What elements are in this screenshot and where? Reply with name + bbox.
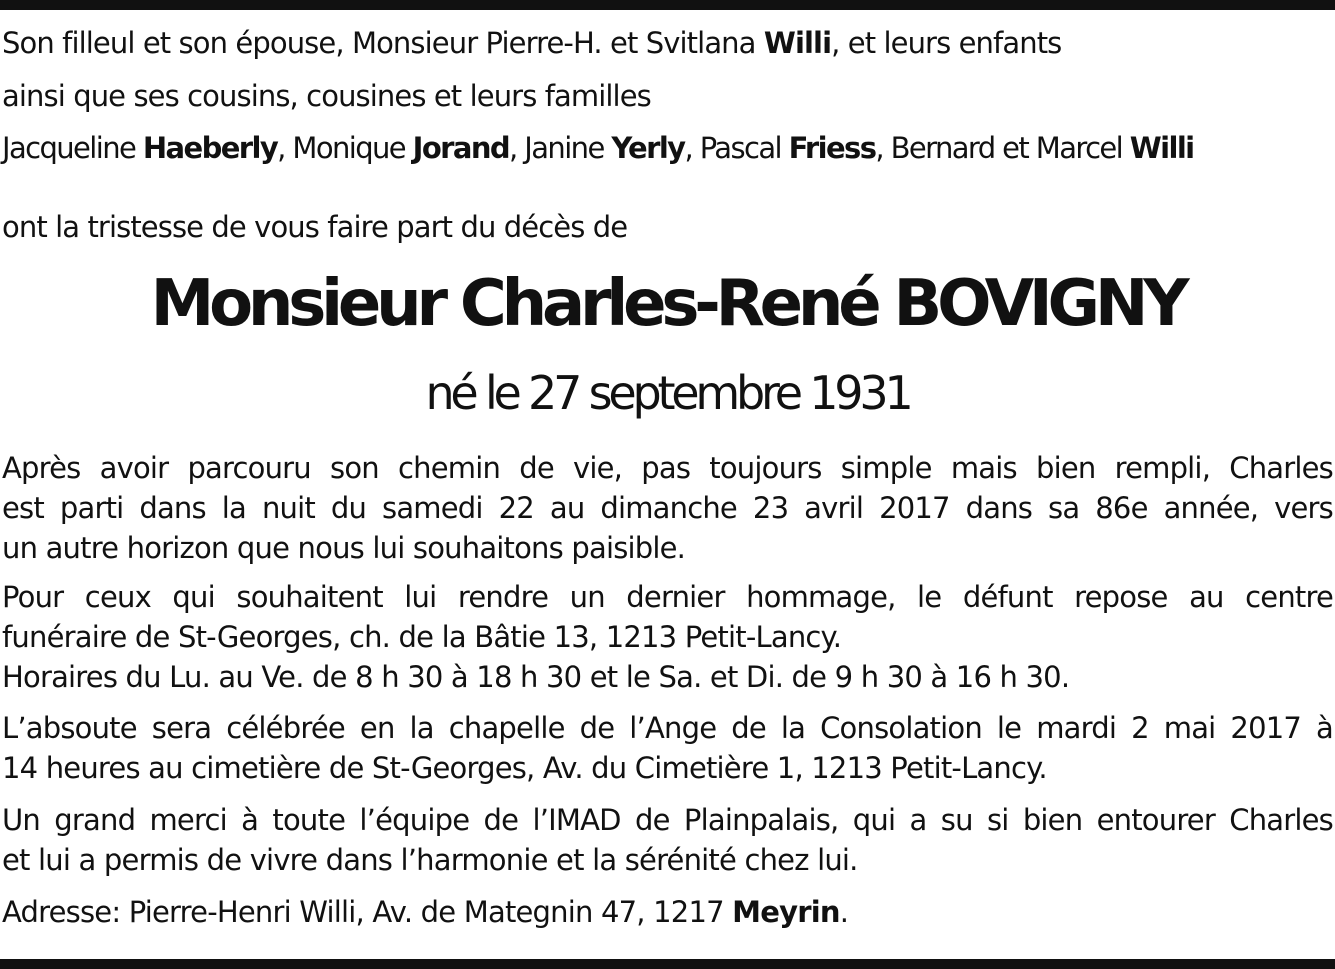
paragraph-thanks	[2, 800, 1333, 880]
cousin-surname: Friess	[788, 131, 876, 165]
name-separator: ,	[509, 131, 525, 165]
family-line-godson-suffix: , et leurs enfants	[831, 26, 1062, 60]
paragraph-line: un autre horizon que nous lui souhaitons paisible.	[2, 531, 686, 565]
cousin-surname: Willi	[1129, 131, 1194, 165]
family-line-godson	[2, 26, 1061, 60]
address-text: Adresse: Pierre-Henri Willi, Av. de Mategnin 47, 1217	[2, 895, 733, 929]
paragraph-line: Après avoir parcouru son chemin de vie, pas toujours simple mais bien rempli, Charles	[2, 451, 1333, 485]
cousin-given-name: Monique	[292, 131, 413, 165]
cousin-surname: Jorand	[412, 131, 510, 165]
family-surname-willi: Willi	[763, 26, 832, 60]
contact-address	[2, 892, 1333, 932]
cousin-surname: Yerly	[611, 131, 685, 165]
cousin-given-name: Bernard et Marcel	[890, 131, 1130, 165]
paragraph-viewing	[2, 577, 1333, 697]
paragraph-line: et lui a permis de vivre dans l’harmonie et la sérénité chez lui.	[2, 843, 858, 877]
paragraph-ceremony	[2, 708, 1333, 788]
address-city: Meyrin	[732, 895, 840, 929]
paragraph-line: Horaires du Lu. au Ve. de 8 h 30 à 18 h 30 et le Sa. et Di. de 9 h 30 à 16 h 30.	[2, 660, 1070, 694]
name-separator: ,	[875, 131, 891, 165]
paragraph-line: L’absoute sera célébrée en la chapelle de l’Ange de la Consolation le mardi 2 mai 2017 à	[2, 711, 1333, 745]
name-separator: ,	[277, 131, 293, 165]
paragraph-line: Un grand merci à toute l’équipe de l’IMAD de Plainpalais, qui a su si bien entourer Charles	[2, 803, 1333, 837]
family-line-godson-text: Son filleul et son épouse, Monsieur Pierre-H. et Svitlana	[2, 26, 764, 60]
top-border-rule	[0, 0, 1335, 10]
name-separator: ,	[684, 131, 700, 165]
cousin-given-name: Jacqueline	[2, 131, 143, 165]
birth-date: né le 27 septembre 1931	[425, 366, 910, 420]
cousin-given-name: Janine	[524, 131, 612, 165]
paragraph-line: est parti dans la nuit du samedi 22 au dimanche 23 avril 2017 dans sa 86e année, vers	[2, 491, 1333, 525]
family-line-cousins: ainsi que ses cousins, cousines et leurs familles	[2, 79, 651, 113]
cousin-given-name: Pascal	[699, 131, 789, 165]
paragraph-line: funéraire de St-Georges, ch. de la Bâtie 13, 1213 Petit-Lancy.	[2, 620, 842, 654]
bottom-border-rule	[0, 959, 1335, 969]
address-suffix: .	[839, 895, 849, 929]
deceased-name: Monsieur Charles-René BOVIGNY	[150, 267, 1185, 341]
paragraph-line: Pour ceux qui souhaitent lui rendre un dernier hommage, le défunt repose au centre	[2, 580, 1333, 614]
paragraph-life	[2, 448, 1333, 568]
announcement-intro: ont la tristesse de vous faire part du décès de	[2, 210, 628, 244]
paragraph-line: 14 heures au cimetière de St-Georges, Av. du Cimetière 1, 1213 Petit-Lancy.	[2, 751, 1047, 785]
cousin-surname: Haeberly	[142, 131, 278, 165]
family-line-names	[2, 131, 1194, 165]
